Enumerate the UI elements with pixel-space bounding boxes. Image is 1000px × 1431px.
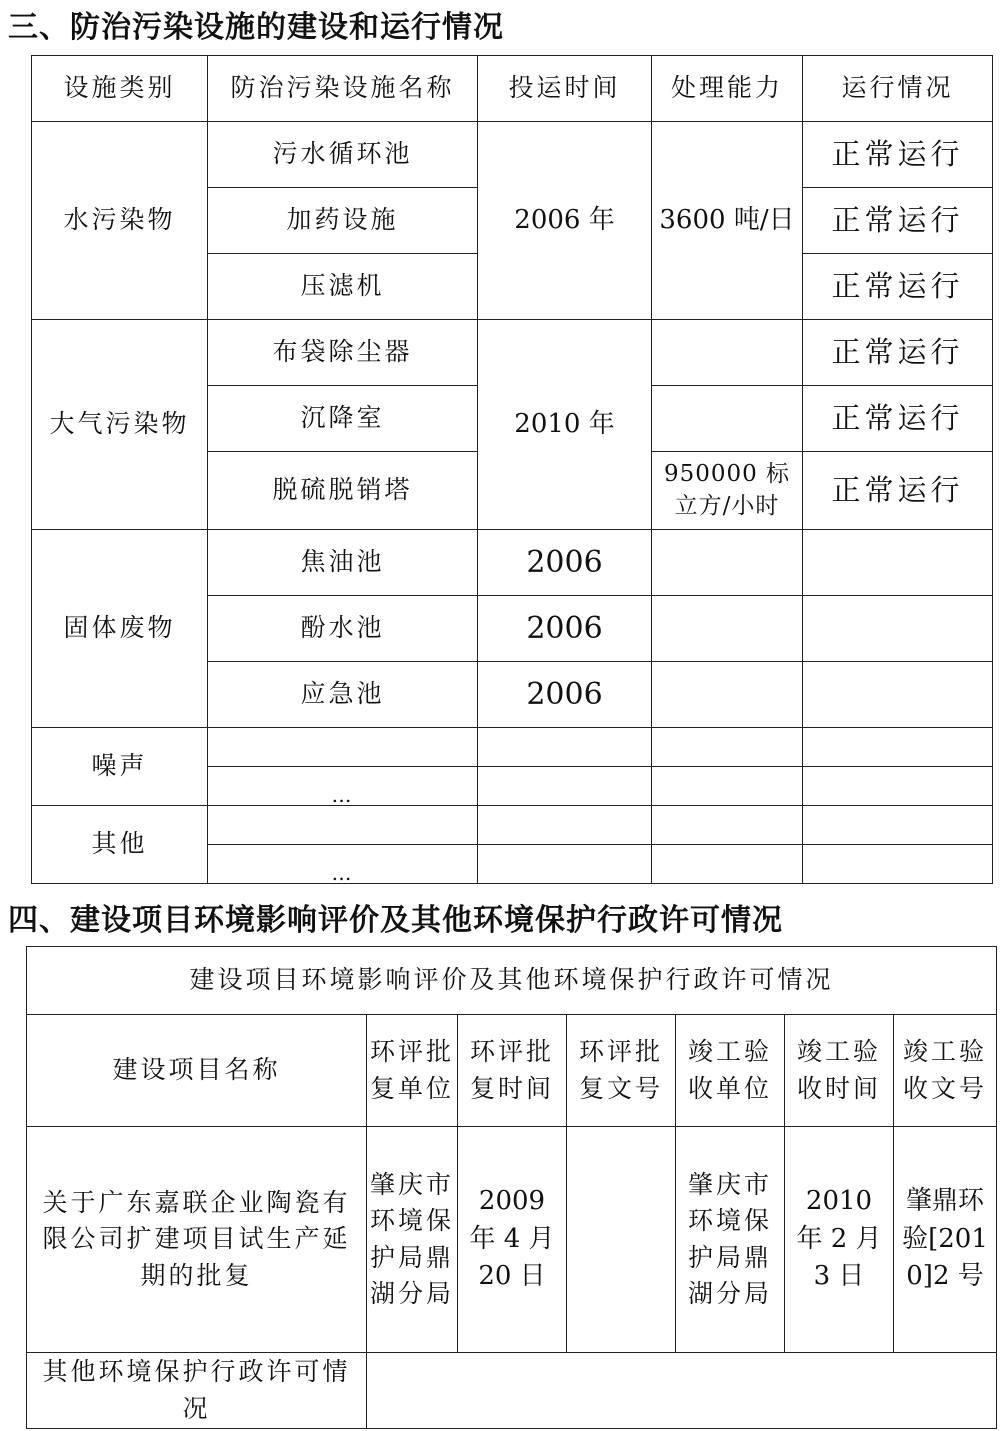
empty-cell [803, 806, 993, 845]
empty-cell [803, 662, 993, 728]
acceptance-unit: 肇庆市环境保护局鼎湖分局 [676, 1127, 785, 1353]
header-facility-name: 防治污染设施名称 [208, 56, 478, 122]
empty-cell [652, 845, 803, 884]
empty-cell [652, 530, 803, 596]
header-acceptance-unit: 竣工验收单位 [676, 1015, 785, 1127]
header-eia-unit: 环评批复单位 [367, 1015, 458, 1127]
eia-time: 2009 年 4 月 20 日 [458, 1127, 567, 1353]
empty-cell [652, 728, 803, 767]
start-time: 2006 [478, 662, 652, 728]
empty-cell [478, 728, 652, 767]
facility-name: 酚水池 [208, 596, 478, 662]
status-cell: 正常运行 [803, 122, 993, 188]
section4-heading: 四、建设项目环境影响评价及其他环境保护行政许可情况 [8, 903, 783, 938]
empty-cell [803, 845, 993, 884]
table-header-row [27, 1015, 997, 1127]
category-air: 大气污染物 [32, 320, 208, 530]
start-time: 2006 [478, 596, 652, 662]
empty-cell [803, 767, 993, 806]
project-name: 关于广东嘉联企业陶瓷有限公司扩建项目试生产延期的批复 [27, 1127, 367, 1353]
table-row [27, 1127, 997, 1353]
start-time: 2006 年 [478, 122, 652, 320]
capacity-empty [652, 320, 803, 386]
ellipsis: … [208, 767, 478, 806]
table-title-row [27, 947, 997, 1015]
pollution-facilities-table [31, 55, 993, 884]
facility-name: 污水循环池 [208, 122, 478, 188]
facility-name: 脱硫脱销塔 [208, 452, 478, 530]
facility-name: 布袋除尘器 [208, 320, 478, 386]
table-row [27, 1353, 997, 1429]
capacity: 3600 吨/日 [652, 122, 803, 320]
table-row [32, 122, 993, 188]
capacity: 950000 标立方/小时 [652, 452, 803, 530]
empty-cell [652, 662, 803, 728]
category-noise: 噪声 [32, 728, 208, 806]
empty-cell [208, 728, 478, 767]
facility-name: 焦油池 [208, 530, 478, 596]
facility-name: 加药设施 [208, 188, 478, 254]
table-row [32, 806, 993, 845]
facility-name: 沉降室 [208, 386, 478, 452]
empty-cell [652, 806, 803, 845]
eia-unit: 肇庆市环境保护局鼎湖分局 [367, 1127, 458, 1353]
empty-cell [478, 845, 652, 884]
table-title: 建设项目环境影响评价及其他环境保护行政许可情况 [27, 947, 997, 1015]
eia-permit-table [26, 946, 997, 1429]
empty-cell [208, 806, 478, 845]
eia-no [567, 1127, 676, 1353]
category-solid: 固体废物 [32, 530, 208, 728]
table-row [32, 320, 993, 386]
empty-cell [803, 728, 993, 767]
empty-cell [652, 596, 803, 662]
capacity-empty [652, 386, 803, 452]
status-cell: 正常运行 [803, 320, 993, 386]
header-category: 设施类别 [32, 56, 208, 122]
header-eia-time: 环评批复时间 [458, 1015, 567, 1127]
table-row [32, 728, 993, 767]
empty-cell [478, 806, 652, 845]
status-cell: 正常运行 [803, 254, 993, 320]
header-capacity: 处理能力 [652, 56, 803, 122]
empty-cell [803, 530, 993, 596]
status-cell: 正常运行 [803, 452, 993, 530]
empty-cell [652, 767, 803, 806]
other-permits-value [367, 1353, 997, 1429]
facility-name: 应急池 [208, 662, 478, 728]
section3-heading: 三、防治污染设施的建设和运行情况 [8, 10, 504, 45]
status-cell: 正常运行 [803, 188, 993, 254]
acceptance-time: 2010 年 2 月 3 日 [785, 1127, 894, 1353]
status-cell: 正常运行 [803, 386, 993, 452]
empty-cell [478, 767, 652, 806]
header-acceptance-time: 竣工验收时间 [785, 1015, 894, 1127]
header-acceptance-no: 竣工验收文号 [894, 1015, 997, 1127]
empty-cell [803, 596, 993, 662]
start-time: 2006 [478, 530, 652, 596]
header-status: 运行情况 [803, 56, 993, 122]
category-other: 其他 [32, 806, 208, 884]
header-project-name: 建设项目名称 [27, 1015, 367, 1127]
other-permits-label: 其他环境保护行政许可情况 [27, 1353, 367, 1429]
header-start-time: 投运时间 [478, 56, 652, 122]
start-time: 2010 年 [478, 320, 652, 530]
header-eia-no: 环评批复文号 [567, 1015, 676, 1127]
table-header-row [32, 56, 993, 122]
category-water: 水污染物 [32, 122, 208, 320]
facility-name: 压滤机 [208, 254, 478, 320]
acceptance-no: 肇鼎环验[2010]2 号 [894, 1127, 997, 1353]
table-row [32, 530, 993, 596]
ellipsis: … [208, 845, 478, 884]
